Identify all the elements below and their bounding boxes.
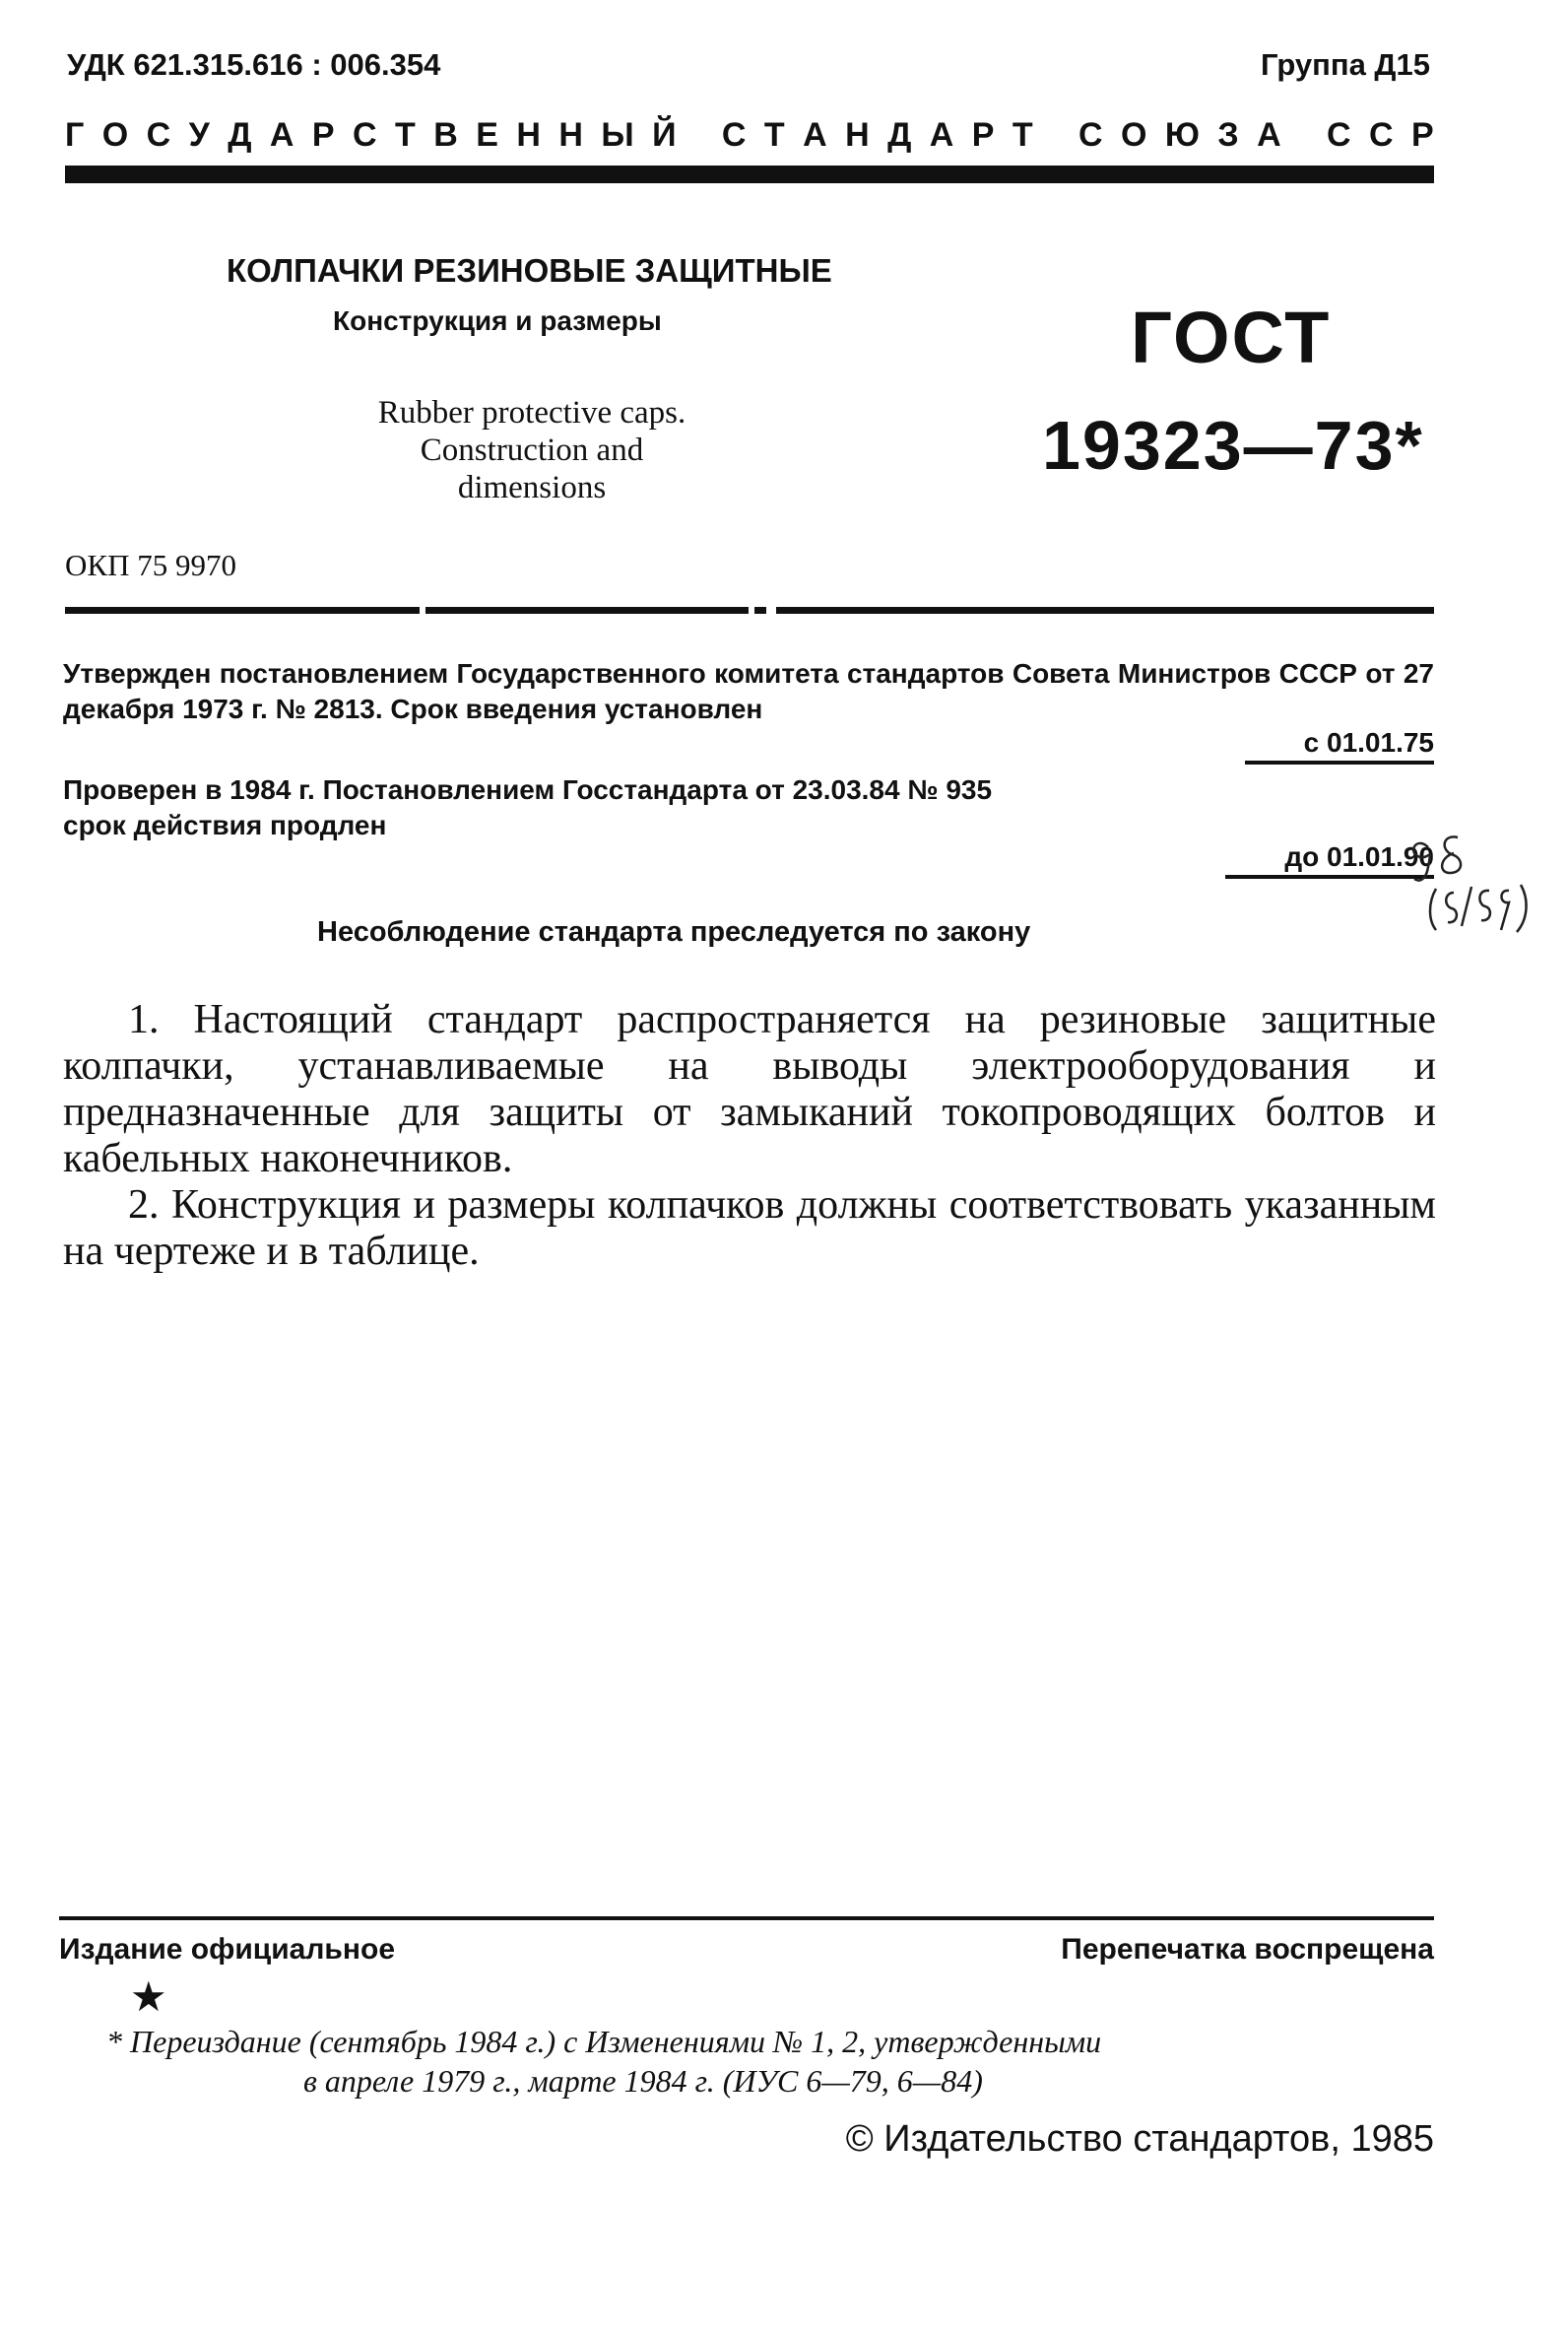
revision-line: срок действия продлен: [63, 810, 387, 840]
banner-letter: Т: [763, 116, 785, 154]
divider-segment: [65, 607, 420, 614]
banner-letter: Й: [652, 116, 677, 154]
revision-text: [63, 772, 1206, 843]
banner-letter: С: [1327, 116, 1351, 154]
footnote: [106, 2022, 1387, 2101]
handwritten-note: [1406, 828, 1568, 936]
star-icon: ★: [130, 1973, 167, 2020]
banner-letter: С: [1078, 116, 1103, 154]
paragraph: 1. Настоящий стандарт распространяется на резиновые защитные колпачки, устанавливаемые на выводы электрооборудования и предназначенные для защиты от замыканий токопроводящих болтов и кабельных наконечников.: [63, 997, 1436, 1181]
revision-line: Проверен в 1984 г. Постановлением Госстандарта от 23.03.84 № 935: [63, 774, 993, 805]
banner-letter: Н: [845, 116, 870, 154]
gost-label: ГОСТ: [1131, 297, 1332, 378]
divider-segment: [776, 607, 1434, 614]
banner-gap: [1299, 116, 1308, 155]
udk-code: УДК 621.315.616 : 006.354: [67, 47, 441, 82]
title-en-line: Construction and: [420, 433, 644, 468]
body-text: [63, 997, 1436, 1275]
divider-segment: [754, 607, 766, 614]
banner-letter: В: [433, 116, 458, 154]
effective-date: с 01.01.75: [1245, 727, 1434, 765]
banner-letter: Т: [395, 116, 416, 154]
title-en-line: Rubber protective caps.: [377, 395, 686, 431]
divider-segment: [425, 607, 749, 614]
document-subtitle-ru: Конструкция и размеры: [333, 305, 662, 336]
banner-letter: С: [146, 116, 171, 154]
group-code: Группа Д15: [1260, 47, 1430, 82]
banner-letter: О: [1120, 116, 1147, 154]
footnote-line: в апреле 1979 г., марте 1984 г. (ИУС 6—79, 6—84): [303, 2063, 983, 2099]
banner-letter: Р: [971, 116, 995, 154]
banner-letter: Н: [516, 116, 541, 154]
banner-letter: Р: [311, 116, 335, 154]
header-bar: [65, 166, 1434, 183]
reprint-prohibited-label: Перепечатка воспрещена: [1061, 1933, 1434, 1966]
title-en-line: dimensions: [457, 470, 607, 505]
banner-letter: С: [353, 116, 377, 154]
official-edition-label: Издание официальное: [59, 1933, 396, 1966]
gost-number: 19323—73*: [1042, 407, 1424, 484]
copyright: © Издательство стандартов, 1985: [845, 2118, 1434, 2160]
banner-letter: Д: [228, 116, 252, 154]
expiry-date: до 01.01.90: [1225, 841, 1434, 879]
banner-letter: Н: [558, 116, 583, 154]
okp-code: ОКП 75 9970: [65, 548, 236, 582]
paragraph: 2. Конструкция и размеры колпачков должны соответствовать указанным на чертеже и в таблице.: [63, 1182, 1436, 1274]
banner-letter: С: [1369, 116, 1394, 154]
banner-letter: С: [721, 116, 747, 154]
banner-letter: Р: [1411, 116, 1434, 154]
footer-divider: [59, 1916, 1434, 1920]
banner-letter: О: [101, 116, 129, 154]
banner-letter: Т: [1012, 116, 1033, 154]
banner-letter: Д: [887, 116, 912, 154]
banner-letter: А: [929, 116, 954, 154]
banner-letter: Ю: [1164, 116, 1200, 154]
banner-letter: Ы: [601, 116, 634, 154]
banner-letter: Е: [476, 116, 498, 154]
document-title-en: [325, 394, 739, 506]
banner-gap: [694, 116, 703, 155]
state-standard-banner: [65, 116, 1434, 155]
footnote-line: * Переиздание (сентябрь 1984 г.) с Изменениями № 1, 2, утвержденными: [106, 2024, 1102, 2059]
banner-letter: А: [269, 116, 294, 154]
banner-letter: У: [188, 116, 210, 154]
banner-gap: [1051, 116, 1060, 155]
approval-text: Утвержден постановлением Государственного комитета стандартов Совета Министров СССР от 27 декабря 1973 г. № 2813. Срок введения установлен: [63, 658, 1434, 724]
legal-notice: Несоблюдение стандарта преследуется по закону: [317, 916, 1031, 948]
banner-letter: А: [803, 116, 827, 154]
banner-letter: Г: [65, 116, 85, 154]
document-title-ru: КОЛПАЧКИ РЕЗИНОВЫЕ ЗАЩИТНЫЕ: [227, 252, 832, 289]
banner-letter: А: [1257, 116, 1281, 154]
banner-letter: З: [1217, 116, 1239, 154]
